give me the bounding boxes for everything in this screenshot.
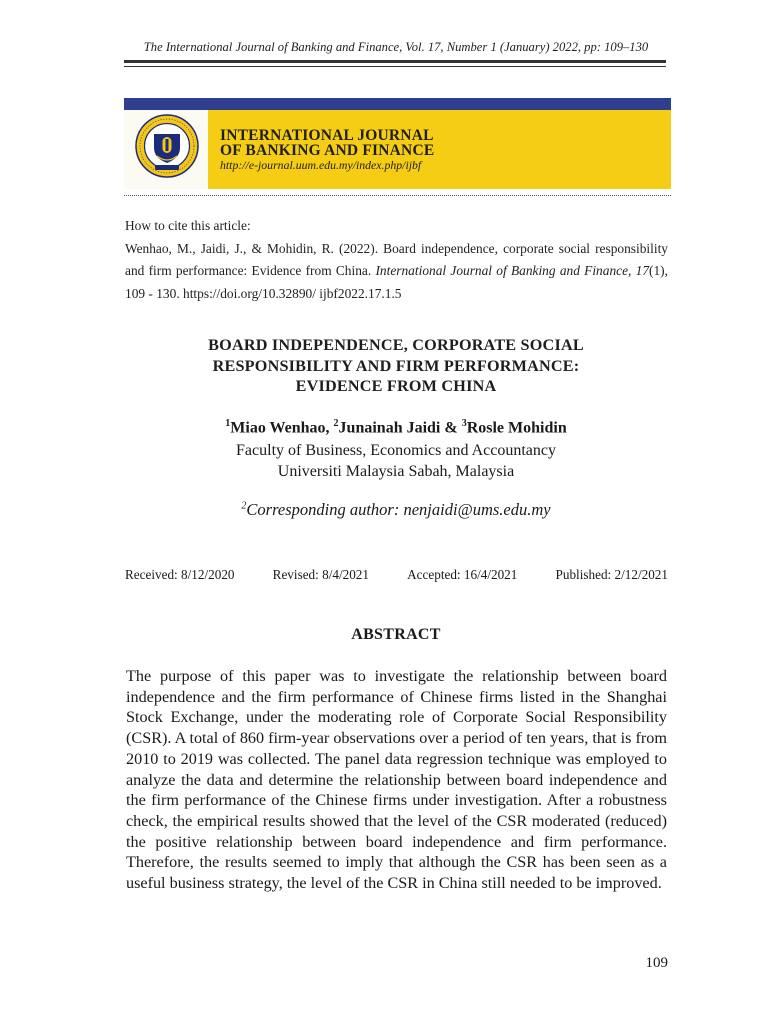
title-line-2: RESPONSIBILITY AND FIRM PERFORMANCE: (212, 356, 580, 375)
header-rule-thin (124, 66, 666, 67)
running-header: The International Journal of Banking and Finance, Vol. 17, Number 1 (January) 2022, pp: 109–130 (143, 40, 649, 54)
title-line-1: BOARD INDEPENDENCE, CORPORATE SOCIAL (208, 336, 584, 354)
affiliation (124, 440, 668, 482)
journal-name-line1: INTERNATIONAL JOURNAL (220, 127, 434, 144)
author-list (124, 418, 668, 437)
date-published: Published: 2/12/2021 (555, 567, 668, 582)
affiliation-line-2: Universiti Malaysia Sabah, Malaysia (277, 463, 515, 480)
author-3: Rosle Mohidin (466, 419, 567, 437)
journal-banner (124, 98, 671, 189)
citation-plain: Wenhao, M., Jaidi, J., & Mohidin, R. (2022). Board independence, corporate social responsibility and firm performance: Evidence from China. (125, 240, 668, 278)
citation-heading: How to cite this article: (125, 218, 251, 233)
author-2: Junainah Jaidi & (338, 419, 462, 437)
citation-text (125, 238, 668, 306)
date-accepted: Accepted: 16/4/2021 (407, 567, 518, 582)
author-1: Miao Wenhao, (230, 419, 334, 437)
citation-journal: International Journal of Banking and Finance, 17 (375, 263, 650, 278)
author-2-sup: 2 (333, 418, 339, 429)
citation-issue-doi[interactable]: (1), 109 - 130. https://doi.org/10.32890/ ijbf2022.17.1.5 (125, 263, 668, 301)
author-1-sup: 1 (225, 418, 231, 429)
university-seal-icon (135, 114, 199, 178)
article-dates (125, 567, 668, 583)
journal-name (220, 128, 434, 158)
author-3-sup: 3 (461, 418, 467, 429)
banner-blue-bar (124, 98, 671, 110)
banner-dotted-rule (124, 195, 671, 196)
date-revised: Revised: 8/4/2021 (272, 567, 369, 582)
corresponding-text[interactable]: Corresponding author: nenjaidi@ums.edu.my (246, 500, 551, 519)
date-received: Received: 8/12/2020 (125, 567, 235, 582)
abstract-heading: ABSTRACT (351, 626, 441, 643)
abstract-body: The purpose of this paper was to investigate the relationship between board independence and the firm performance of Chinese firms listed in the Shanghai Stock Exchange, under the moderating role of Corporate Social Responsibility (CSR). A total of 860 firm-year observations over a period of ten years, that is from 2010 to 2019 was collected. The panel data regression technique was employed to analyze the data and determine the relationship between board independence and the firm performance of the Chinese firms under investigation. After a robustness check, the empirical results showed that the level of the CSR moderated (reduced) the positive relationship between board independence and firm performance. Therefore, the results seemed to imply that although the CSR has been seen as a useful business strategy, the level of the CSR in China still needed to be improved. (126, 667, 667, 893)
paper-title (124, 335, 668, 397)
journal-name-line2: OF BANKING AND FINANCE (220, 142, 435, 159)
journal-url[interactable]: http://e-journal.uum.edu.my/index.php/ijbf (220, 158, 422, 172)
corresponding-author (124, 500, 668, 520)
page-number: 109 (645, 955, 668, 971)
header-rule-thick (124, 60, 666, 63)
corresponding-sup: 2 (241, 500, 247, 512)
title-line-3: EVIDENCE FROM CHINA (295, 377, 497, 395)
affiliation-line-1: Faculty of Business, Economics and Accountancy (236, 442, 556, 459)
citation-block (125, 215, 668, 305)
